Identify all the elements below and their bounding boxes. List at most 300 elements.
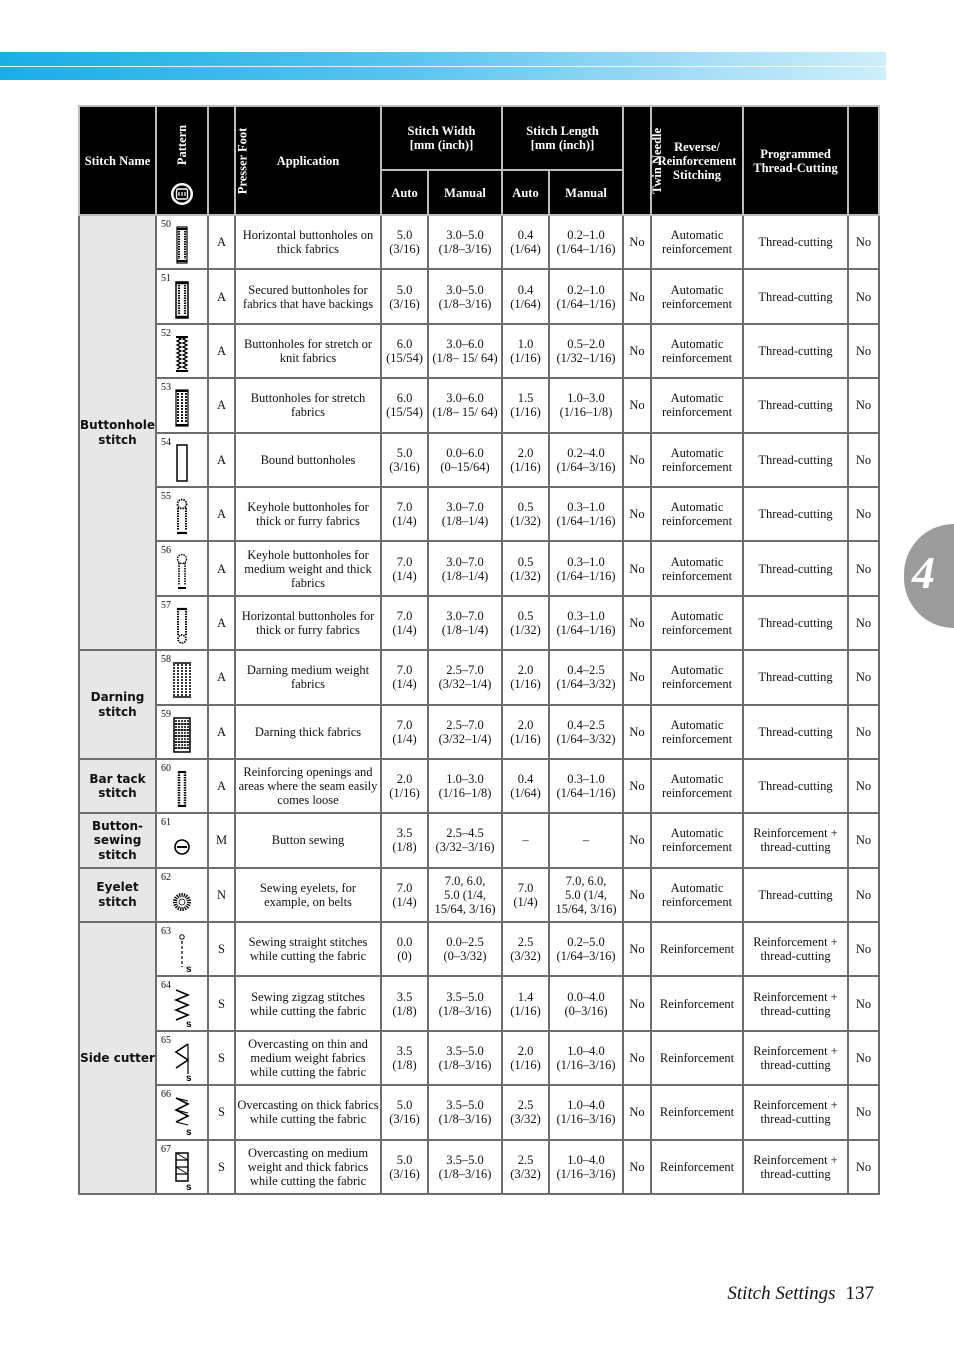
table-row — [79, 215, 879, 269]
walking-foot-cell: No — [848, 759, 879, 813]
width-manual-cell — [428, 922, 502, 976]
programmed-line1: Thread-cutting — [758, 398, 833, 413]
programmed-line2: thread-cutting — [760, 1112, 831, 1127]
width-auto-inch: (1/8) — [392, 840, 417, 855]
length-manual-cell — [549, 487, 623, 541]
length-manual-value: 0.2–1.0 — [567, 282, 605, 297]
programmed-line2: thread-cutting — [760, 1003, 831, 1018]
length-auto-value: 0.4 — [517, 772, 534, 787]
width-auto-value: 5.0 — [396, 228, 413, 243]
length-manual-value: 1.0–4.0 — [567, 1044, 605, 1059]
width-auto-value: 6.0 — [396, 336, 413, 351]
length-auto-inch: (1/16) — [510, 1003, 541, 1018]
reverse-line2: reinforcement — [661, 459, 733, 474]
length-auto-cell — [502, 1031, 549, 1085]
length-manual-value: 0.2–1.0 — [567, 228, 605, 243]
pattern-number: 64 — [161, 980, 171, 992]
width-auto-value: 3.5 — [396, 1044, 413, 1059]
length-auto-cell — [502, 215, 549, 269]
application-cell: Sewing eyelets, for example, on belts — [235, 868, 381, 922]
svg-text:s: s — [186, 964, 192, 975]
width-auto-cell — [381, 1085, 428, 1139]
length-auto-value: 2.5 — [517, 1152, 534, 1167]
walking-foot-cell: No — [848, 378, 879, 432]
length-manual-value: – — [582, 833, 590, 848]
twin-needle-cell: No — [623, 813, 651, 867]
width-auto-value: 5.0 — [396, 1098, 413, 1113]
width-manual-value: 0.0–6.0 — [446, 445, 484, 460]
programmed-line1: Thread-cutting — [758, 670, 833, 685]
pattern-number: 57 — [161, 599, 171, 611]
bar-tack-icon — [168, 769, 196, 811]
table-row — [79, 1031, 879, 1085]
walking-foot-cell: No — [848, 868, 879, 922]
presser-foot-cell: M — [208, 813, 235, 867]
pattern-cell — [156, 1140, 208, 1194]
pattern-cell — [156, 487, 208, 541]
length-auto-value: 2.5 — [517, 935, 534, 950]
length-auto-cell — [502, 813, 549, 867]
width-manual-value: 3.0–6.0 — [446, 336, 484, 351]
length-auto-inch: (1/64) — [510, 786, 541, 801]
presser-foot-cell: N — [208, 868, 235, 922]
keyhole-buttonhole-icon — [168, 497, 196, 539]
col-width-auto: Auto — [381, 170, 428, 215]
width-manual-cell — [428, 433, 502, 487]
reverse-line1: Automatic — [670, 772, 724, 787]
programmed-cell — [743, 433, 848, 487]
length-auto-inch: (1/32) — [510, 568, 541, 583]
walking-foot-cell: No — [848, 215, 879, 269]
twin-needle-cell: No — [623, 1031, 651, 1085]
col-application: Application — [235, 106, 381, 215]
width-manual-inch: 5.0 (1/4, 15/64, 3/16) — [434, 887, 496, 916]
width-auto-cell — [381, 541, 428, 595]
width-manual-value: 3.5–5.0 — [446, 1044, 484, 1059]
twin-needle-cell: No — [623, 650, 651, 704]
application-cell: Horizontal buttonholes on thick fabrics — [235, 215, 381, 269]
col-reverse-line1: Reverse/ — [674, 139, 720, 154]
length-manual-cell — [549, 324, 623, 378]
width-auto-value: 7.0 — [396, 554, 413, 569]
twin-needle-cell: No — [623, 324, 651, 378]
width-manual-cell — [428, 759, 502, 813]
table-row — [79, 705, 879, 759]
programmed-cell — [743, 650, 848, 704]
length-auto-inch: (3/32) — [510, 1166, 541, 1181]
reverse-line2: reinforcement — [661, 677, 733, 692]
width-auto-inch: (3/16) — [389, 296, 420, 311]
reverse-line1: Automatic — [670, 608, 724, 623]
col-programmed-line2: Thread-Cutting — [753, 160, 838, 175]
length-manual-inch: (1/64–3/32) — [556, 731, 616, 746]
pattern-cell — [156, 596, 208, 650]
width-auto-value: 0.0 — [396, 935, 413, 950]
length-auto-cell — [502, 868, 549, 922]
reverse-cell — [651, 378, 743, 432]
reverse-line2: reinforcement — [661, 350, 733, 365]
width-manual-inch: (1/8–3/16) — [438, 242, 492, 257]
length-auto-cell — [502, 541, 549, 595]
programmed-cell — [743, 487, 848, 541]
width-manual-cell — [428, 596, 502, 650]
length-auto-value: 0.4 — [517, 282, 534, 297]
length-manual-cell — [549, 922, 623, 976]
length-auto-value: 0.5 — [517, 500, 534, 515]
pattern-number: 65 — [161, 1034, 171, 1046]
length-manual-inch: (1/16–3/16) — [556, 1058, 616, 1073]
programmed-line1: Thread-cutting — [758, 561, 833, 576]
twin-needle-cell: No — [623, 215, 651, 269]
pattern-cell — [156, 433, 208, 487]
programmed-cell — [743, 759, 848, 813]
width-manual-value: 7.0, 6.0, — [444, 873, 486, 888]
reverse-line1: Automatic — [670, 500, 724, 515]
col-presser-foot — [208, 106, 250, 215]
programmed-line1: Thread-cutting — [758, 779, 833, 794]
pattern-number: 60 — [161, 762, 171, 774]
width-auto-inch: (1/4) — [392, 514, 417, 529]
buttonhole-stretch-fabric-icon — [168, 388, 196, 430]
length-manual-inch: (1/64–1/16) — [556, 568, 616, 583]
walking-foot-cell: No — [848, 650, 879, 704]
reverse-cell — [651, 269, 743, 323]
width-auto-inch: (1/4) — [392, 731, 417, 746]
length-manual-inch: (1/16–3/16) — [556, 1112, 616, 1127]
presser-foot-cell: A — [208, 487, 235, 541]
reverse-line2: reinforcement — [661, 786, 733, 801]
width-auto-inch: (3/16) — [389, 1166, 420, 1181]
twin-needle-cell: No — [623, 596, 651, 650]
programmed-cell — [743, 1085, 848, 1139]
programmed-cell — [743, 215, 848, 269]
width-auto-cell — [381, 378, 428, 432]
programmed-cell — [743, 922, 848, 976]
length-auto-inch: (1/32) — [510, 622, 541, 637]
programmed-line1: Thread-cutting — [758, 724, 833, 739]
length-manual-inch: (0–3/16) — [564, 1003, 608, 1018]
table-row — [79, 1085, 879, 1139]
width-auto-cell — [381, 324, 428, 378]
col-length-auto: Auto — [502, 170, 549, 215]
twin-needle-cell: No — [623, 378, 651, 432]
width-auto-inch: (1/4) — [392, 677, 417, 692]
stitch-settings-table — [78, 105, 893, 1195]
presser-foot-cell: S — [208, 1031, 235, 1085]
col-twin-needle — [623, 106, 665, 215]
length-auto-cell — [502, 650, 549, 704]
width-manual-inch: (1/16–1/8) — [438, 786, 492, 801]
width-manual-value: 0.0–2.5 — [446, 935, 484, 950]
pattern-cell — [156, 1031, 208, 1085]
reverse-line2: reinforcement — [661, 894, 733, 909]
length-auto-cell — [502, 922, 549, 976]
length-manual-cell — [549, 759, 623, 813]
length-auto-inch: (1/64) — [510, 296, 541, 311]
width-auto-cell — [381, 596, 428, 650]
width-manual-inch: (1/8– 15/ 64) — [432, 405, 498, 420]
application-cell: Darning thick fabrics — [235, 705, 381, 759]
twin-needle-cell: No — [623, 433, 651, 487]
width-auto-inch: (0) — [397, 949, 412, 964]
width-manual-value: 3.0–7.0 — [446, 608, 484, 623]
width-manual-cell — [428, 1031, 502, 1085]
pattern-cell — [156, 868, 208, 922]
programmed-line1: Reinforcement + — [753, 989, 838, 1004]
width-manual-inch: (1/8–3/16) — [438, 1058, 492, 1073]
reverse-line1: Automatic — [670, 391, 724, 406]
length-auto-cell — [502, 705, 549, 759]
reverse-line1: Automatic — [670, 717, 724, 732]
width-manual-cell — [428, 541, 502, 595]
programmed-cell — [743, 541, 848, 595]
chapter-number: 4 — [912, 547, 935, 598]
svg-text:s: s — [186, 1181, 192, 1192]
length-manual-cell — [549, 650, 623, 704]
length-auto-inch: (3/32) — [510, 1112, 541, 1127]
width-auto-value: 3.5 — [396, 826, 413, 841]
length-manual-inch: (1/64–1/16) — [556, 242, 616, 257]
darning-medium-icon — [168, 660, 196, 702]
reverse-line1: Reinforcement — [659, 1159, 735, 1174]
svg-text:s: s — [186, 1018, 192, 1029]
width-manual-cell — [428, 378, 502, 432]
walking-foot-cell: No — [848, 487, 879, 541]
page-footer — [727, 1283, 874, 1305]
presser-foot-cell: S — [208, 976, 235, 1030]
width-manual-cell — [428, 705, 502, 759]
length-manual-cell — [549, 433, 623, 487]
application-cell: Secured buttonholes for fabrics that have backings — [235, 269, 381, 323]
width-manual-value: 3.0–5.0 — [446, 228, 484, 243]
width-auto-value: 5.0 — [396, 1152, 413, 1167]
walking-foot-cell: No — [848, 1031, 879, 1085]
twin-needle-cell: No — [623, 487, 651, 541]
col-stitch-length-unit: [mm (inch)] — [530, 138, 595, 152]
table-row — [79, 433, 879, 487]
length-manual-value: 1.0–3.0 — [567, 391, 605, 406]
programmed-line1: Reinforcement + — [753, 1152, 838, 1167]
width-manual-value: 3.0–6.0 — [446, 391, 484, 406]
reverse-cell — [651, 215, 743, 269]
width-auto-cell — [381, 759, 428, 813]
application-cell: Horizontal buttonholes for thick or furry fabrics — [235, 596, 381, 650]
width-auto-inch: (1/4) — [392, 894, 417, 909]
pattern-number: 66 — [161, 1089, 171, 1101]
reverse-line1: Automatic — [670, 282, 724, 297]
presser-foot-cell: S — [208, 1085, 235, 1139]
walking-foot-cell: No — [848, 1085, 879, 1139]
length-auto-inch: (1/16) — [510, 405, 541, 420]
table-body — [79, 215, 879, 1194]
programmed-line1: Thread-cutting — [758, 452, 833, 467]
width-manual-cell — [428, 487, 502, 541]
table-row — [79, 976, 879, 1030]
eyelet-icon — [168, 878, 196, 920]
width-auto-cell — [381, 922, 428, 976]
stitch-group-name: Eyelet stitch — [79, 868, 156, 922]
width-manual-inch: (1/8–1/4) — [441, 514, 489, 529]
reverse-line2: reinforcement — [661, 514, 733, 529]
pattern-number: 50 — [161, 219, 171, 230]
length-manual-value: 0.3–1.0 — [567, 500, 605, 515]
col-pattern — [156, 106, 208, 215]
length-manual-inch: (1/64–3/32) — [556, 677, 616, 692]
length-auto-value: 0.5 — [517, 608, 534, 623]
twin-needle-cell: No — [623, 759, 651, 813]
length-manual-value: 1.0–4.0 — [567, 1152, 605, 1167]
reverse-line2: reinforcement — [661, 622, 733, 637]
pattern-cell — [156, 378, 208, 432]
width-manual-cell — [428, 650, 502, 704]
walking-foot-cell: No — [848, 705, 879, 759]
length-manual-value: 7.0, 6.0, — [565, 873, 607, 888]
width-auto-inch: (3/16) — [389, 459, 420, 474]
application-cell: Sewing zigzag stitches while cutting the fabric — [235, 976, 381, 1030]
length-manual-value: 0.5–2.0 — [567, 336, 605, 351]
application-cell: Darning medium weight fabrics — [235, 650, 381, 704]
width-auto-value: 7.0 — [396, 717, 413, 732]
length-manual-value: 0.4–2.5 — [567, 663, 605, 678]
side-cutter-straight-icon — [168, 932, 196, 974]
reverse-line2: reinforcement — [661, 731, 733, 746]
presser-foot-cell: A — [208, 269, 235, 323]
programmed-cell — [743, 868, 848, 922]
width-auto-cell — [381, 813, 428, 867]
length-manual-inch: 5.0 (1/4, 15/64, 3/16) — [555, 887, 617, 916]
reverse-cell — [651, 596, 743, 650]
length-auto-value: 7.0 — [517, 880, 534, 895]
col-reverse-line2: Reinforcement — [657, 153, 737, 168]
length-auto-value: 2.0 — [517, 717, 534, 732]
width-auto-cell — [381, 1031, 428, 1085]
length-manual-value: 0.4–2.5 — [567, 717, 605, 732]
pattern-number: 52 — [161, 327, 171, 339]
buttonhole-stretch-icon — [168, 334, 196, 376]
reverse-cell — [651, 324, 743, 378]
application-cell: Overcasting on thick fabrics while cutting the fabric — [235, 1085, 381, 1139]
stitch-group-name: Side cutter — [79, 922, 156, 1194]
length-auto-inch: (1/16) — [510, 677, 541, 692]
length-auto-value: 1.5 — [517, 391, 534, 406]
reverse-cell — [651, 541, 743, 595]
length-auto-cell — [502, 269, 549, 323]
application-cell: Overcasting on medium weight and thick fabrics while cutting the fabric — [235, 1140, 381, 1194]
application-cell: Keyhole buttonholes for thick or furry fabrics — [235, 487, 381, 541]
application-cell: Sewing straight stitches while cutting the fabric — [235, 922, 381, 976]
button-sewing-icon — [168, 823, 196, 865]
width-manual-inch: (3/32–1/4) — [438, 731, 492, 746]
length-manual-cell — [549, 705, 623, 759]
width-manual-cell — [428, 1140, 502, 1194]
reverse-line1: Reinforcement — [659, 942, 735, 957]
table-row — [79, 759, 879, 813]
presser-foot-cell: A — [208, 324, 235, 378]
width-manual-value: 2.5–4.5 — [446, 826, 484, 841]
width-manual-cell — [428, 215, 502, 269]
side-cutter-overcast-thick-icon — [168, 1095, 196, 1137]
col-width-manual: Manual — [428, 170, 502, 215]
length-manual-cell — [549, 1085, 623, 1139]
walking-foot-cell: No — [848, 813, 879, 867]
width-auto-value: 5.0 — [396, 282, 413, 297]
length-manual-value: 0.2–4.0 — [567, 445, 605, 460]
twin-needle-cell: No — [623, 1085, 651, 1139]
table-row — [79, 596, 879, 650]
length-auto-cell — [502, 487, 549, 541]
width-auto-value: 2.0 — [396, 772, 413, 787]
reverse-cell — [651, 759, 743, 813]
width-auto-inch: (1/4) — [392, 568, 417, 583]
length-auto-value: 2.5 — [517, 1098, 534, 1113]
presser-foot-cell: A — [208, 541, 235, 595]
col-stitch-length-label: Stitch Length — [526, 124, 599, 138]
programmed-cell — [743, 596, 848, 650]
width-auto-inch: (15/54) — [386, 405, 423, 420]
reverse-line2: reinforcement — [661, 405, 733, 420]
side-cutter-zigzag-icon — [168, 987, 196, 1029]
programmed-cell — [743, 269, 848, 323]
application-cell: Reinforcing openings and areas where the seam easily comes loose — [235, 759, 381, 813]
programmed-line2: thread-cutting — [760, 840, 831, 855]
width-auto-cell — [381, 433, 428, 487]
width-auto-value: 7.0 — [396, 608, 413, 623]
width-manual-value: 3.0–7.0 — [446, 500, 484, 515]
svg-text:s: s — [186, 1073, 192, 1084]
width-manual-value: 3.0–7.0 — [446, 554, 484, 569]
reverse-line2: reinforcement — [661, 840, 733, 855]
reverse-cell — [651, 1085, 743, 1139]
length-manual-inch: (1/64–3/16) — [556, 459, 616, 474]
col-reverse-line3: Stitching — [673, 167, 721, 182]
side-cutter-overcast-medium-icon — [168, 1150, 196, 1192]
pattern-number: 62 — [161, 871, 171, 883]
length-manual-cell — [549, 378, 623, 432]
walking-foot-cell: No — [848, 596, 879, 650]
programmed-line1: Thread-cutting — [758, 289, 833, 304]
presser-foot-cell: A — [208, 650, 235, 704]
length-auto-cell — [502, 433, 549, 487]
width-auto-inch: (1/8) — [392, 1003, 417, 1018]
length-auto-inch: (1/16) — [510, 350, 541, 365]
programmed-line1: Reinforcement + — [753, 1098, 838, 1113]
header-color-band — [0, 52, 886, 80]
col-reverse — [651, 106, 743, 215]
width-auto-value: 7.0 — [396, 880, 413, 895]
width-manual-value: 2.5–7.0 — [446, 717, 484, 732]
width-manual-inch: (0–15/64) — [440, 459, 490, 474]
pattern-number: 56 — [161, 545, 171, 557]
length-manual-cell — [549, 868, 623, 922]
programmed-cell — [743, 813, 848, 867]
walking-foot-cell: No — [848, 976, 879, 1030]
table-row — [79, 868, 879, 922]
col-stitch-width-unit: [mm (inch)] — [409, 138, 474, 152]
keyhole-buttonhole-medium-icon — [168, 552, 196, 594]
pattern-cell — [156, 1085, 208, 1139]
length-manual-value: 0.3–1.0 — [567, 554, 605, 569]
reverse-line1: Automatic — [670, 228, 724, 243]
presser-foot-cell: A — [208, 705, 235, 759]
buttonhole-horizontal-icon — [168, 225, 196, 267]
width-manual-inch: (0–3/32) — [443, 949, 487, 964]
stitch-pattern-icon — [170, 182, 194, 206]
programmed-line1: Reinforcement + — [753, 935, 838, 950]
pattern-cell — [156, 269, 208, 323]
chapter-tab — [904, 524, 954, 628]
pattern-cell — [156, 215, 208, 269]
length-auto-cell — [502, 378, 549, 432]
